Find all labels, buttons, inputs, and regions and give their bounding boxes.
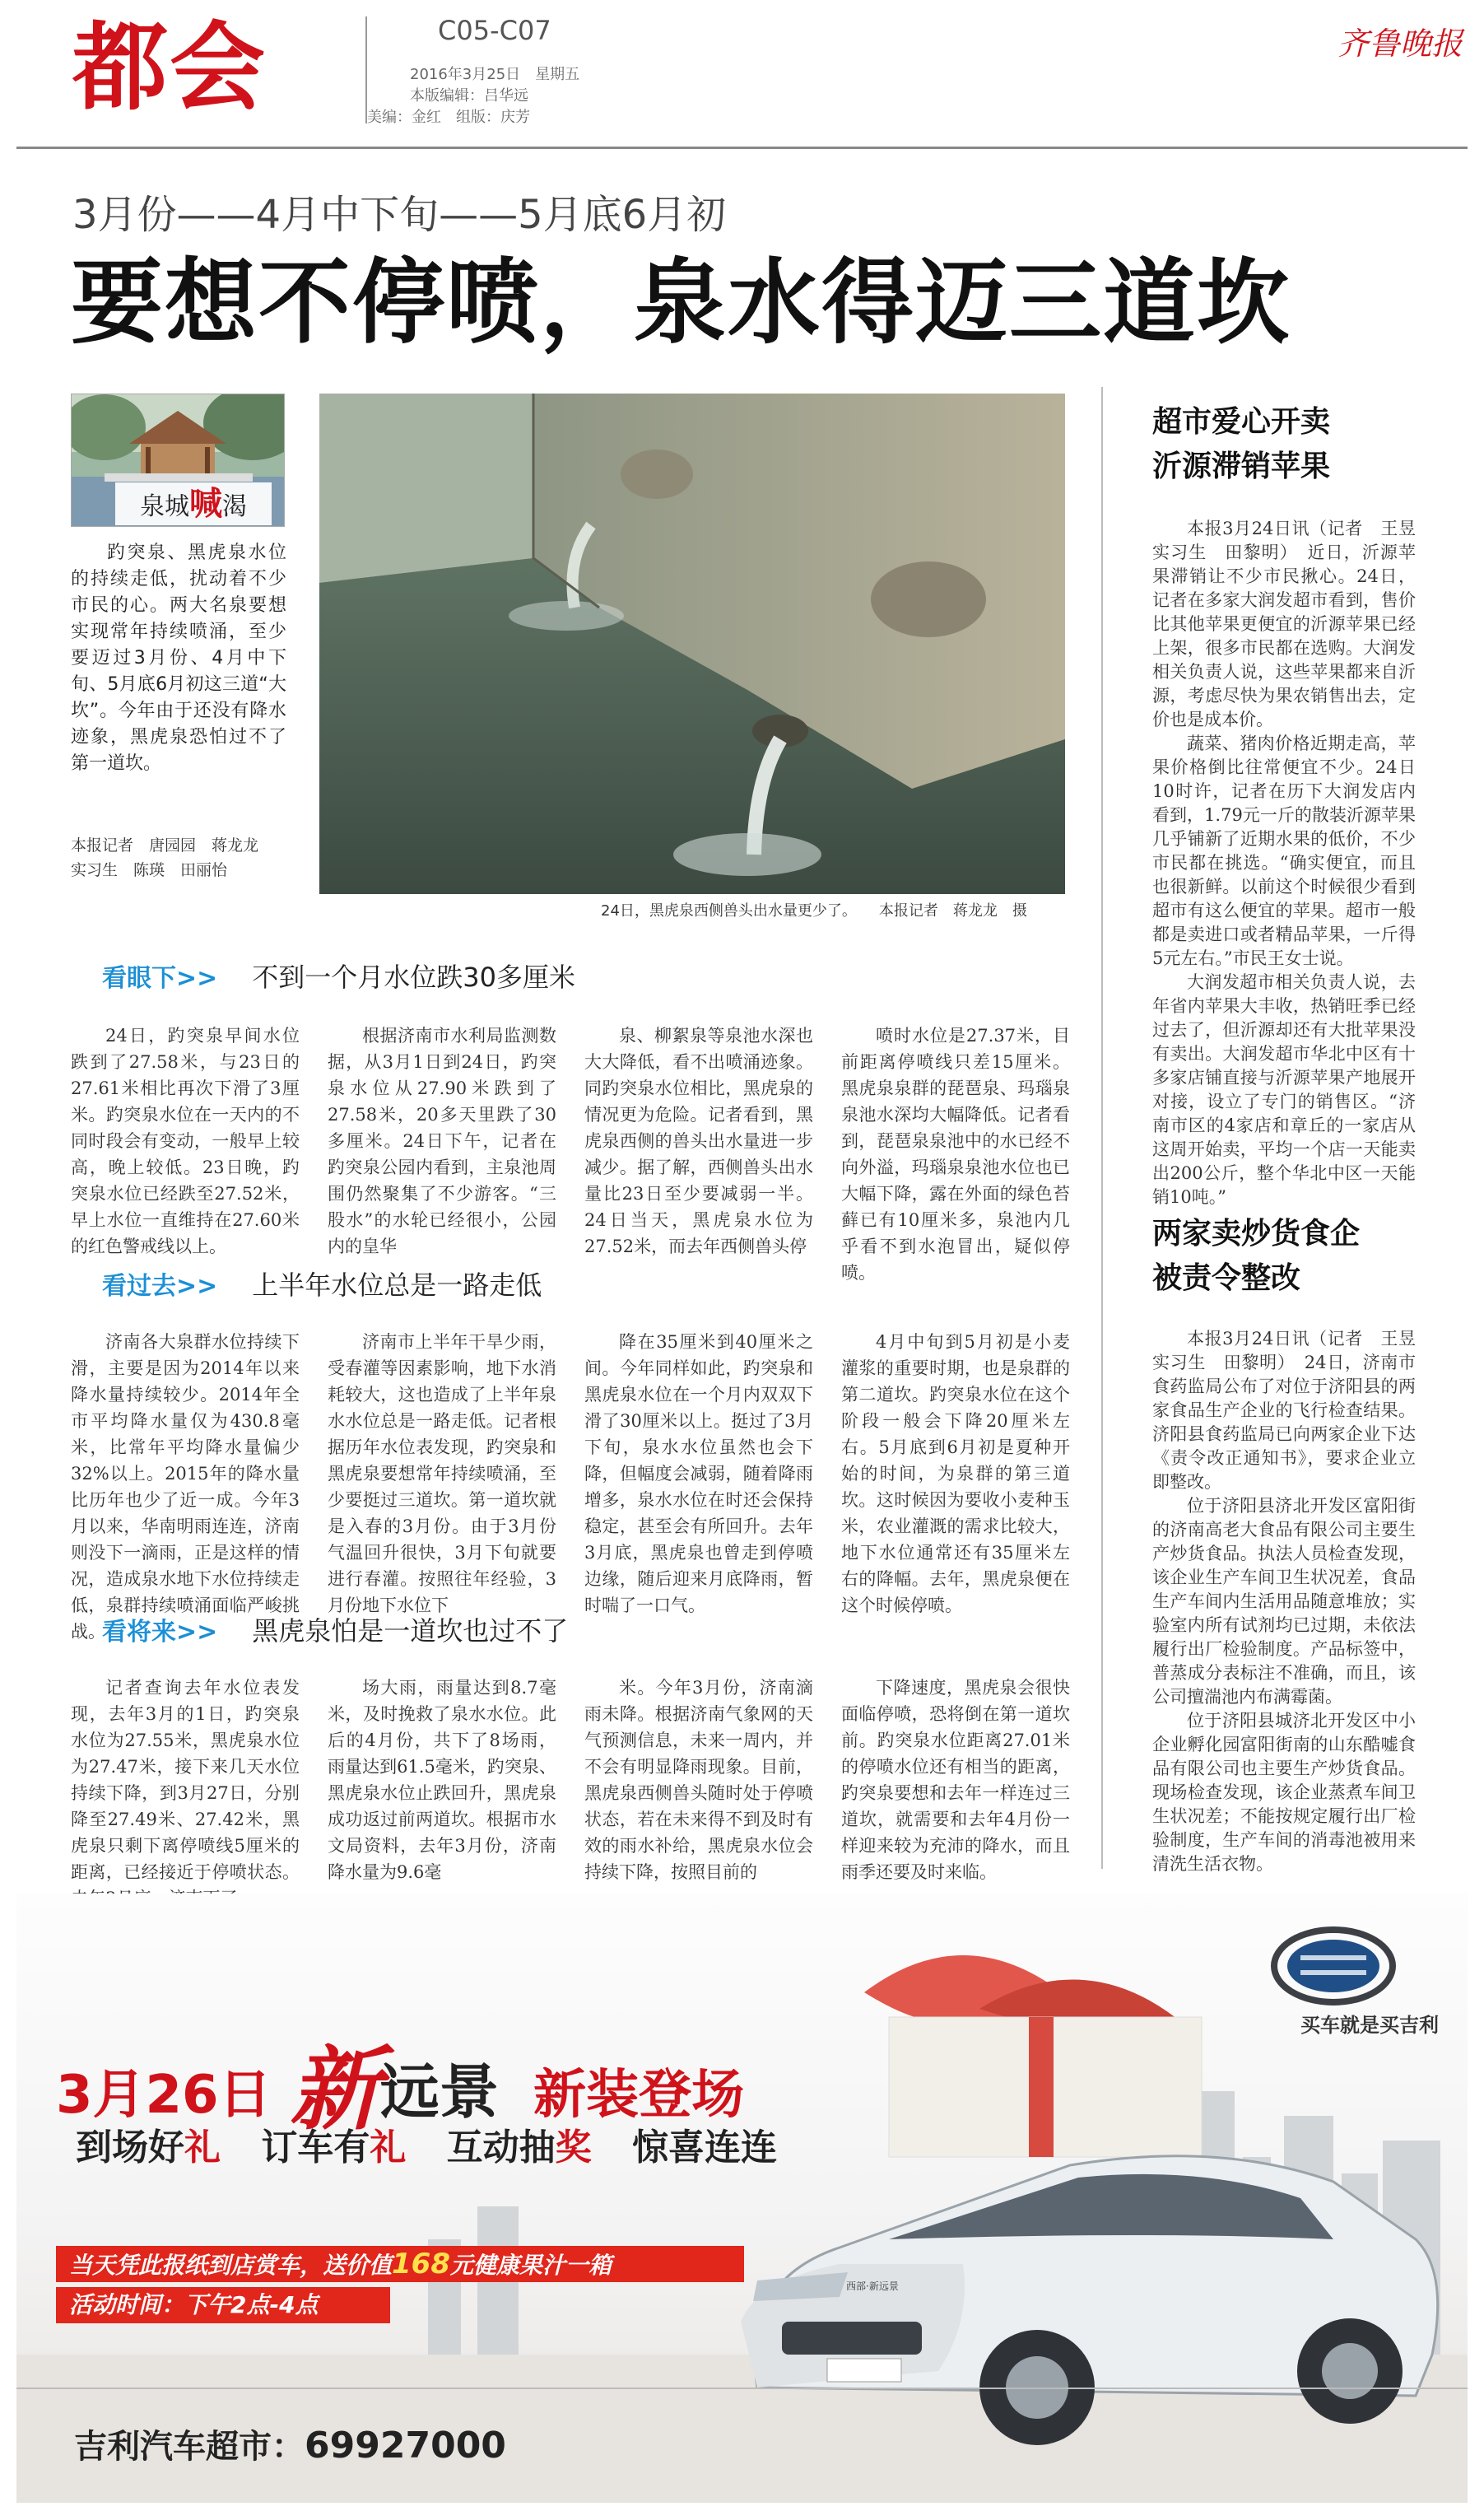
s3-col1 [71, 1675, 300, 1912]
masthead-rule [16, 147, 1468, 149]
s2-col3-text: 降在35厘米到40厘米之间。今年同样如此，趵突泉和黑虎泉水位在一个月内双双下滑了30厘米以上。挺过了3月下旬，泉水水位虽然也会下降，但幅度会减弱，随着降雨增多，泉水水位在时还会保持稳定，甚至会有所回升。去年3月底，黑虎泉也曾走到停喷边缘，随后迎来月底降雨，暂时喘了一口气。 [584, 1332, 813, 1615]
ad-perk-1 [76, 2127, 221, 2169]
s1-col3-text: 泉、柳絮泉等泉池水深也大大降低，看不出喷涌迹象。同趵突泉水位相比，黑虎泉的情况更为危险。记者看到，黑虎泉西侧的兽头出水量进一步减少。据了解，西侧兽头出水量比23日至少要减弱一半。24日当天，黑虎泉水位为27.52米，而去年西侧兽头停 [584, 1026, 813, 1256]
design-credit: 美编：金红 组版：庆芳 [367, 109, 530, 126]
s2-col2 [328, 1329, 556, 1619]
ad-offer-number: 168 [392, 2248, 450, 2280]
lead-paragraph [71, 540, 286, 777]
spring-photo [319, 394, 1065, 894]
s1-col1-text: 24日，趵突泉早间水位跌到了27.58米，与23日的27.61米相比再次下滑了3厘米。趵突泉水位在一天内的不同时段会有变动，一般早上较高，晚上较低。23日晚，趵突泉水位已经跌至27.52米，早上水位一直维持在27.60米的红色警戒线以上。 [71, 1026, 300, 1256]
subhead-now-title: 不到一个月水位跌30多厘米 [252, 962, 576, 993]
right-story1-p3: 大润发超市相关负责人说，去年省内苹果大丰收，热销旺季已经过去了，但沂源却还有大批苹果没有卖出。大润发超市华北中区有十多家店铺直接与沂源苹果产地展开对接，设立了专门的销售区。“济南市区的4家店和章丘的一家店从这周开始卖，平均一个店一天能卖出200公斤，整个华北中区一天能销10吨。” [1152, 972, 1416, 1207]
ad-time-label: 活动时间： [69, 2291, 185, 2318]
column-divider [1101, 387, 1103, 1869]
ad-perks [76, 2117, 777, 2170]
newspaper-logo: 齐鲁晚报 [1337, 26, 1463, 62]
badge-text-a: 泉城 [140, 492, 189, 521]
subhead-now [102, 957, 575, 995]
ad-perk-4-text: 惊喜连连 [631, 2127, 777, 2169]
badge-text-b: 喊 [189, 485, 222, 523]
ad-perk-1-highlight: 礼 [184, 2127, 221, 2169]
s2-col1 [71, 1329, 300, 1645]
right-story2-headline [1152, 1212, 1360, 1301]
s2-col4-text: 4月中旬到5月初是小麦灌浆的重要时期，也是泉群的第二道坎。趵突泉水位在这个阶段一般会下降20厘米左右。5月底到6月初是夏种开始的时间，为泉群的第三道坎。这时候因为要收小麦种玉米，农业灌溉的需求比较大，地下水位通常还有35厘米左右的降幅。去年，黑虎泉便在这个时候停喷。 [841, 1332, 1070, 1615]
s3-col4 [841, 1675, 1070, 1885]
ad-time-value: 下午2点-4点 [184, 2291, 319, 2318]
right-story1-title-line1: 超市爱心开卖 [1152, 405, 1331, 439]
ad-perk-2 [261, 2127, 406, 2169]
ad-footer-rule [16, 2388, 1468, 2389]
s1-col2-text: 根据济南市水利局监测数据，从3月1日到24日，趵突泉水位从27.90米跌到了27.58米，20多天里跌了30多厘米。24日下午，记者在趵突泉公园内看到，主泉池周围仍然聚集了不少游客。“三股水”的水轮已经很小，公园内的皇华 [328, 1026, 556, 1256]
headline-kicker: 3月份——4月中下旬——5月底6月初 [72, 192, 727, 238]
right-story1-body [1152, 517, 1433, 1209]
right-story2-p1: 本报3月24日讯（记者 王昱 实习生 田黎明） 24日，济南市食药监局公布了对位于济阳县的两家食品生产企业的飞行检查结果。济阳县食药监局已向两家企业下达《责令改正通知书》，要求企业立即整改。 [1152, 1329, 1433, 1492]
ad-tagline: 新装登场 [533, 2065, 745, 2126]
ad-time-banner [56, 2287, 390, 2323]
subhead-future-title: 黑虎泉怕是一道坎也过不了 [252, 1615, 569, 1647]
badge-text-c: 渴 [222, 492, 247, 521]
right-story1-title-line2: 沂源滞销苹果 [1152, 450, 1331, 483]
byline-interns: 实习生 陈瑛 田丽怡 [71, 861, 228, 879]
s1-col1 [71, 1023, 300, 1260]
right-story2-body [1152, 1327, 1433, 1876]
s1-col3 [584, 1023, 813, 1260]
right-story2-title-line2: 被责令整改 [1152, 1261, 1301, 1295]
s1-col2 [328, 1023, 556, 1260]
ad-offer-text-b: 元健康果汁一箱 [450, 2252, 612, 2279]
ad-dealer: 吉利汽车超市： [74, 2428, 305, 2466]
thirsty-badge [115, 482, 272, 525]
subhead-future [102, 1610, 568, 1648]
s3-col2 [328, 1675, 556, 1885]
ad-artwork [16, 1894, 1468, 2503]
s3-col4-text: 下降速度，黑虎泉会很快面临停喷，恐将倒在第一道坎前。趵突泉水位距离27.01米的停喷水位还有相当的距离，趵突泉要想和去年一样连过三道坎，就需要和去年4月份一样迎来较为充沛的降水，而且雨季还要及时来临。 [841, 1678, 1070, 1882]
ad-perk-3 [447, 2127, 592, 2169]
s2-col4 [841, 1329, 1070, 1619]
section-title: 都会 [72, 12, 267, 123]
masthead-divider [365, 16, 367, 123]
lead-text: 趵突泉、黑虎泉水位的持续走低，扰动着不少市民的心。两大名泉要想实现常年持续喷涌，至少要迈过3月份、4月中下旬、5月底6月初这三道“大坎”。今年由于还没有降水迹象，黑虎泉恐怕过不了第一道坎。 [71, 543, 286, 774]
ad-offer-text-a: 当天凭此报纸到店赏车，送价值 [69, 2252, 393, 2279]
subhead-past-tag: 看过去>> [102, 1272, 218, 1301]
ad-perk-2-text: 订车有 [261, 2127, 370, 2169]
s3-col2-text: 场大雨，雨量达到8.7毫米，及时挽救了泉水水位。此后的4月份，共下了8场雨，雨量达到61.5毫米，趵突泉、黑虎泉水位止跌回升，黑虎泉成功返过前两道坎。根据市水文局资料，去年3月份，济南降水量为9.6毫 [328, 1678, 556, 1882]
ad-perk-2-highlight: 礼 [370, 2127, 407, 2169]
byline-reporters: 本报记者 唐园园 蒋龙龙 [71, 836, 259, 855]
s3-col3-text: 米。今年3月份，济南滴雨未降。根据济南气象网的天气预测信息，未来一周内，并不会有明显降雨现象。目前，黑虎泉西侧兽头随时处于停喷状态，若在未来得不到及时有效的雨水补给，黑虎泉水位会持续下降，按照目前的 [584, 1678, 813, 1882]
ad-perk-3-text: 互动抽 [446, 2127, 556, 2169]
editor-credit: 本版编辑：吕华远 [410, 87, 528, 105]
page-range: C05-C07 [438, 15, 551, 46]
ad-license-plate: 西部·新远景 [846, 2280, 899, 2292]
ad-phone: 69927000 [305, 2425, 506, 2467]
ad-model: 远景 [379, 2057, 499, 2127]
right-story1-p1: 本报3月24日讯（记者 王昱 实习生 田黎明） 近日，沂源苹果滞销让不少市民揪心。24日，记者在多家大润发超市看到，售价比其他苹果更便宜的沂源苹果已经上架，很多市民都在选购。大润发相关负责人说，这些苹果都来自沂源，考虑尽快为果农销售出去，定价也是成本价。 [1152, 519, 1433, 729]
ad-new-char: 新 [289, 2036, 380, 2142]
issue-date: 2016年3月25日 星期五 [410, 66, 580, 83]
geely-advertisement [16, 1894, 1468, 2503]
ad-perk-4 [632, 2127, 777, 2169]
ad-perk-1-text: 到场好 [76, 2127, 184, 2169]
s1-col4 [841, 1023, 1070, 1286]
ad-perk-3-highlight: 奖 [555, 2127, 592, 2169]
right-story1-headline [1152, 400, 1330, 489]
subhead-future-tag: 看将来>> [102, 1618, 218, 1647]
ad-dealer-line [74, 2420, 506, 2467]
s3-col3 [584, 1675, 813, 1885]
subhead-now-tag: 看眼下>> [102, 964, 218, 993]
ad-date: 3月26日 [56, 2065, 272, 2126]
photo-caption: 24日，黑虎泉西侧兽头出水量更少了。 本报记者 蒋龙龙 摄 [601, 902, 1027, 920]
subhead-past-title: 上半年水位总是一路走低 [252, 1269, 542, 1301]
right-story2-p3: 位于济阳县城济北开发区中小企业孵化园富阳街南的山东酷嘘食品有限公司也主要生产炒货食品。现场检查发现，该企业蒸煮车间卫生状况差；不能按规定履行出厂检验制度，生产车间的消毒池被用来清洗生活衣物。 [1152, 1711, 1416, 1874]
s2-col2-text: 济南市上半年干旱少雨，受春灌等因素影响，地下水消耗较大，这也造成了上半年泉水水位总是一路走低。记者根据历年水位表发现，趵突泉和黑虎泉要想常年持续喷涌，至少要挺过三道坎。第一道坎就是入春的3月份。由于3月份气温回升很快，3月下旬就要进行春灌。按照往年经验，3月份地下水位下 [328, 1332, 556, 1615]
s3-col1-text: 记者查询去年水位表发现，去年3月的1日，趵突泉水位为27.55米，黑虎泉水位为27.47米，接下来几天水位持续下降，到3月27日，分别降至27.49米、27.42米，黑虎泉只剩下离停喷线5厘米的距离，已经接近于停喷状态。 [71, 1678, 300, 1882]
subhead-past [102, 1265, 542, 1302]
right-story2-title-line1: 两家卖炒货食企 [1152, 1217, 1361, 1251]
right-story1-p2: 蔬菜、猪肉价格近期走高，苹果价格倒比往常便宜不少。24日10时许，记者在历下大润发店内看到，1.79元一斤的散装沂源苹果几乎铺新了近期水果的低价，不少市民都在挑选。“确实便宜，而且也很新鲜。以前这个时候很少看到超市有这么便宜的苹果。超市一般都是卖进口或者精品苹果，一斤得5元左右。”市民王女士说。 [1152, 734, 1416, 968]
s1-col4-text: 喷时水位是27.37米，目前距离停喷线只差15厘米。黑虎泉泉群的琵琶泉、玛瑙泉泉池水深均大幅降低。记者看到，琵琶泉泉池中的水已经不向外溢，玛瑙泉泉池水位也已大幅下降，露在外面的绿色苔藓已有10厘米多，泉池内几乎看不到水泡冒出，疑似停喷。 [841, 1026, 1070, 1283]
s2-col3 [584, 1329, 813, 1619]
ad-slogan: 买车就是买吉利 [1300, 2014, 1439, 2037]
lead-byline [71, 833, 258, 883]
s2-col1-text: 济南各大泉群水位持续下滑，主要是因为2014年以来降水量持续较少。2014年全市平均降水量仅为430.8毫米，比常年平均降水量偏少32%以上。2015年的降水量比历年也少了近一成。今年3月以来，华南明雨连连，济南则没下一滴雨，正是这样的情况，造成泉水地下水位持续走低，泉群持续喷涌面临严峻挑战。 [71, 1332, 300, 1642]
spring-photo-picture [319, 394, 1065, 894]
main-headline: 要想不停喷，泉水得迈三道坎 [71, 249, 1291, 356]
right-story2-p2: 位于济阳县济北开发区富阳街的济南高老大食品有限公司主要生产炒货食品。执法人员检查发现，该企业生产车间卫生状况差，食品生产车间内生活用品随意堆放；实验室内所有试剂均已过期，未依法履行出厂检验制度。产品标签中，普蒸成分表标注不准确，而且，该公司擅湍池内布满霉菌。 [1152, 1496, 1416, 1707]
ad-offer-banner [56, 2246, 744, 2282]
